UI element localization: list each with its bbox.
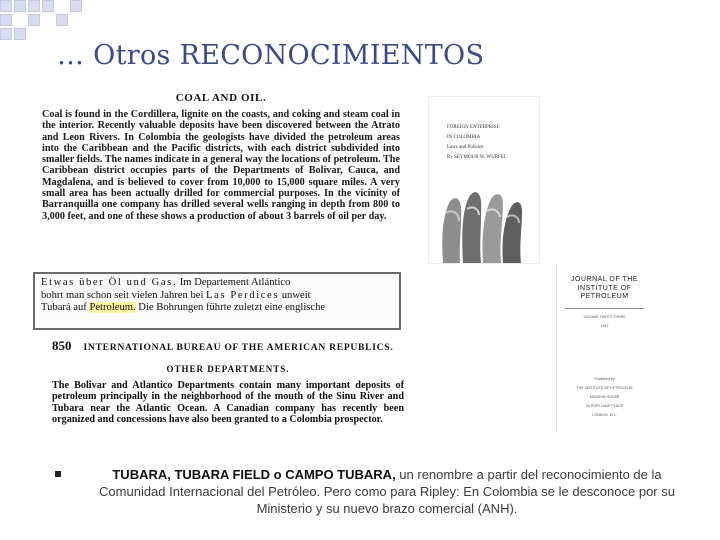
square-bullet-icon — [55, 471, 61, 477]
coal-and-oil-heading: COAL AND OIL. — [175, 92, 267, 104]
german-line-1 — [41, 277, 393, 290]
book1-line-1: FOREIGN ENTERPRISE — [447, 125, 500, 130]
slide-title: … Otros RECONOCIMIENTOS — [57, 40, 485, 71]
book1-line-2: IN COLOMBIA — [447, 135, 481, 140]
journal-address-1: MANSON HOUSE — [589, 395, 620, 399]
bulletin-page-number: 850 — [52, 338, 72, 353]
german-line-2-b: unweit — [279, 289, 311, 301]
journal-cover-institute-of-petroleum — [556, 264, 652, 432]
german-clipping — [33, 272, 401, 330]
coal-and-oil-clipping — [42, 92, 400, 264]
book-cover-foreign-enterprise — [428, 96, 540, 264]
journal-published-by: Published by — [594, 377, 615, 381]
journal-rule — [565, 308, 644, 309]
german-line-3-a: Tubará auf — [41, 302, 90, 313]
bullet-description: un renombre a partir del reconocimiento de la Comunidad Internacional del Petróleo. Pero como para Ripley: En Colombia se le desconoce por su Ministerio y su nuevo brazo comercial (ANH). — [99, 467, 675, 516]
bulletin-header — [52, 338, 404, 354]
german-line-2 — [41, 290, 393, 303]
bullet-text — [79, 466, 695, 517]
journal-line-1: JOURNAL OF THE — [571, 276, 638, 283]
journal-volume: VOLUME THIRTY-THREE — [583, 314, 626, 319]
german-place-name: Las Perdices — [206, 289, 280, 301]
book1-author: By SEYMOUR W. WURFEL — [447, 155, 507, 160]
book1-line-3: Laws and Policies — [447, 145, 484, 150]
german-line-2-a: bohrt man schon seit vielen Jahren bei — [41, 289, 207, 301]
bulletin-clipping — [52, 338, 404, 458]
journal-year: 1947 — [600, 323, 609, 328]
fingers-photo-icon — [429, 183, 540, 263]
german-line-3 — [41, 302, 393, 315]
german-line-1-rest: Im Departement Atlántico — [177, 277, 291, 288]
bulletin-title: INTERNATIONAL BUREAU OF THE AMERICAN REPUBLICS. — [83, 342, 394, 353]
german-heading: Etwas über Öl und Gas. — [41, 277, 178, 288]
bulletin-subtitle: OTHER DEPARTMENTS. — [166, 364, 290, 374]
german-highlight: Petroleum. — [89, 302, 136, 313]
journal-line-3: PETROLEUM — [580, 293, 629, 300]
journal-address-2: 26 PORTLAND PLACE — [585, 404, 624, 408]
journal-address-3: LONDON, W.1. — [592, 413, 617, 417]
coal-and-oil-paragraph: Coal is found in the Cordillera, lignite on the coasts, and coking and steam coal in the interior. Recently valuable deposits have been discovered between the Atrato and Leon Rivers. In Colombia the geologists have divided the petroleum areas into the Caribbean and the Pacific districts, with each district subdivided into smaller fields. The names indicate in a general way the locations of petroleum. The Caribbean district occupies parts of the Departments of Bolivar, Cauca, and Magdalena, and is believed to cover from 10,000 to 15,000 square miles. A very small area has been actually drilled for commercial purposes. In the vicinity of Barranquilla one company has drilled several wells ranging in depth from 800 to 3,000 feet, and one of these shows a production of about 3 barrels of oil per day. — [42, 109, 400, 222]
journal-publisher: THE INSTITUTE OF PETROLEUM — [576, 386, 633, 390]
german-line-3-b: Die Bohrungen führte zuletzt eine englische — [135, 302, 326, 313]
bullet-keywords: TUBARA, TUBARA FIELD o CAMPO TUBARA, — [112, 467, 396, 482]
journal-line-2: INSTITUTE OF — [577, 284, 632, 292]
bulletin-paragraph: The Bolivar and Atlantico Departments contain many important deposits of petroleum principally in the neighborhood of the mouth of the Sinu River and Tubara near the Atlantic Ocean. A Canadian company has recently been organized and concessions have also been granted to a Colombia prospector. — [52, 380, 404, 425]
bullet-item — [55, 466, 695, 517]
